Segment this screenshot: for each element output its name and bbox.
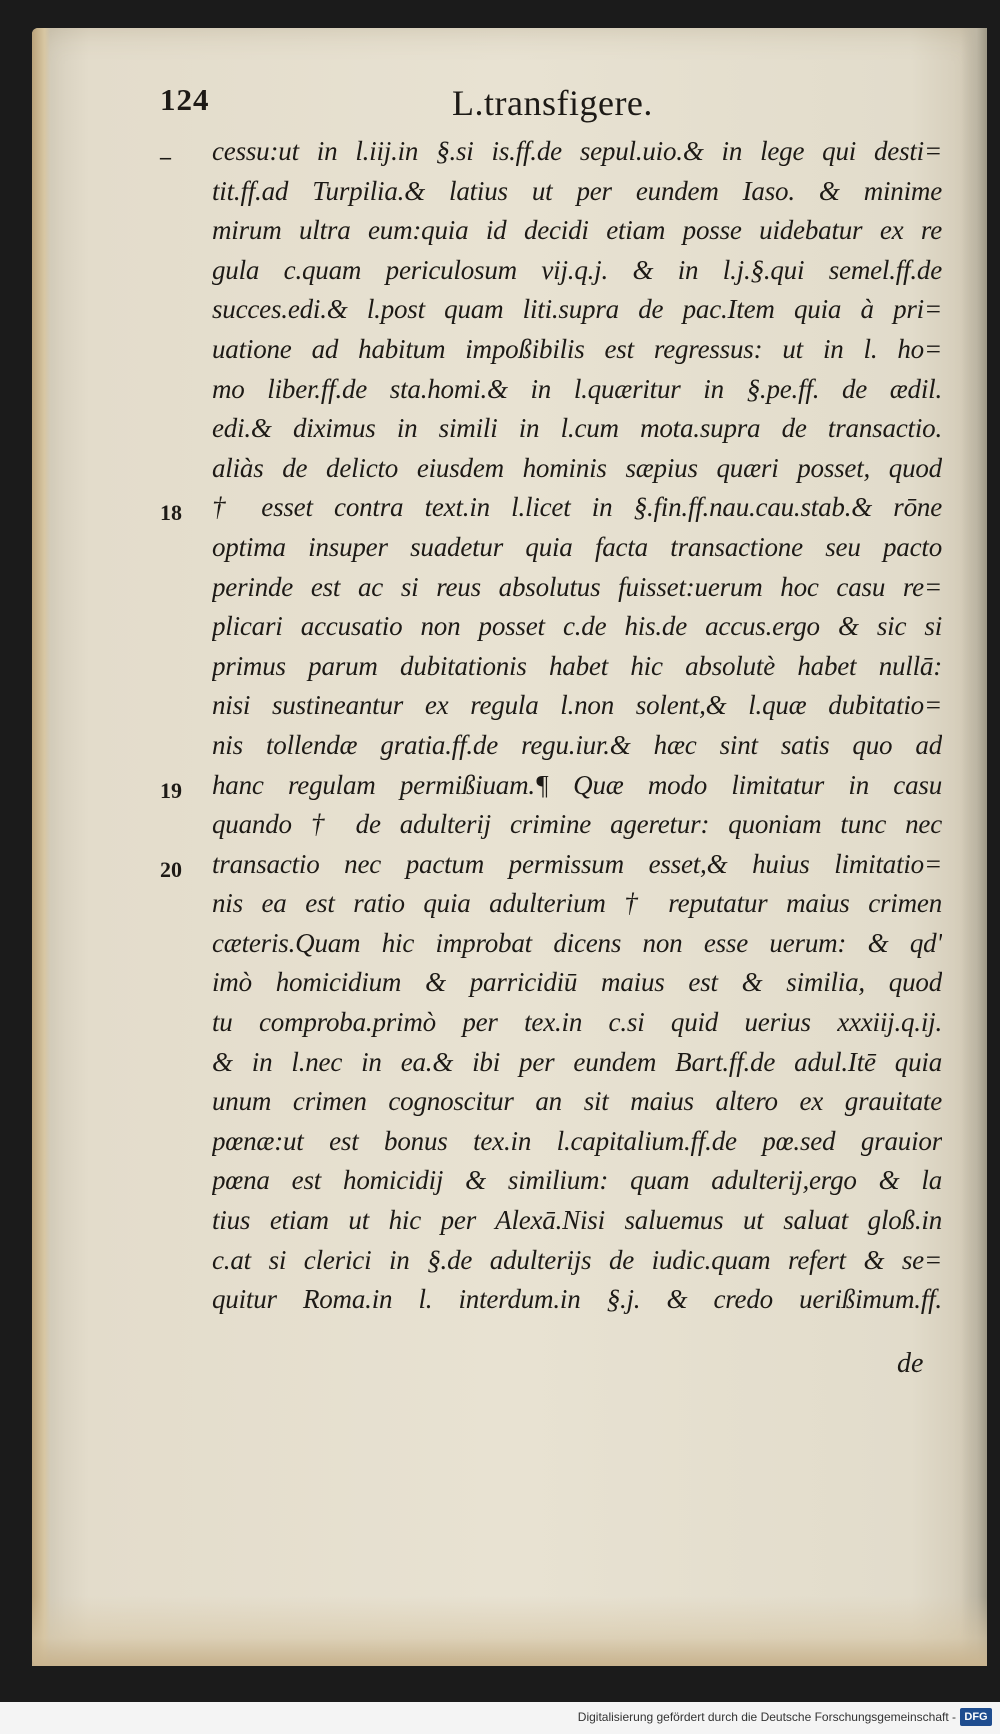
text-line: nisi sustineantur ex regula l.non solent,& l.quæ dubitatio= (212, 690, 942, 721)
text-line: uatione ad habitum impoßibilis est regressus: ut in l. ho= (212, 333, 942, 364)
text-line: hanc regulam permißiuam.¶ Quæ modo limitatur in casu (212, 769, 942, 800)
text-line: & in l.nec in ea.& ibi per eundem Bart.ff.de adul.Itē quia (212, 1046, 942, 1077)
catchword: de (897, 1348, 924, 1379)
text-line: nis tollendæ gratia.ff.de regu.iur.& hæc sint satis quo ad (212, 729, 942, 760)
margin-marks (160, 140, 210, 1390)
text-line: gula c.quam periculosum vij.q.j. & in l.j.§.qui semel.ff.de (212, 254, 942, 285)
text-line: aliàs de delicto eiusdem hominis sæpius quæri posset, quod (212, 452, 942, 483)
text-line: nis ea est ratio quia adulterium † reputatur maius crimen (212, 888, 942, 919)
text-line: quitur Roma.in l. interdum.in §.j. & credo uerißimum.ff. (212, 1284, 942, 1315)
margin-line-number: 20 (160, 856, 182, 882)
text-line: cessu:ut in l.iij.in §.si is.ff.de sepul.uio.& in lege qui desti= (212, 136, 942, 166)
margin-line-number: 18 (160, 500, 182, 526)
text-line: primus parum dubitationis habet hic absolutè habet nullā: (212, 650, 942, 681)
page-header (160, 82, 920, 132)
page-bottom-edge (32, 1596, 987, 1666)
dfg-logo-icon: DFG (960, 1708, 992, 1726)
text-line: cæteris.Quam hic improbat dicens non esse uerum: & qd' (212, 927, 942, 958)
margin-line-number: 19 (160, 777, 182, 803)
footer-bar (0, 1702, 1000, 1734)
text-line: optima insuper suadetur quia facta transactione seu pacto (212, 531, 942, 562)
page-right-edge (961, 28, 987, 1666)
text-line: transactio nec pactum permissum esset,& huius limitatio= (212, 848, 942, 879)
text-line: tius etiam ut hic per Alexā.Nisi saluemus ut saluat gloß.in (212, 1205, 942, 1236)
running-head: L.transfigere. (452, 83, 653, 123)
text-line: tit.ff.ad Turpilia.& latius ut per eundem Iaso. & minime (212, 175, 942, 206)
page-left-edge (32, 28, 50, 1666)
text-line: mirum ultra eum:quia id decidi etiam posse uidebatur ex re (212, 215, 942, 246)
text-line: unum crimen cognoscitur an sit maius altero ex grauitate (212, 1086, 942, 1117)
text-line: † esset contra text.in l.licet in §.fin.ff.nau.cau.stab.& rōne (212, 492, 942, 523)
text-line: quando † de adulterij crimine ageretur: quoniam tunc nec (212, 809, 942, 840)
text-line: plicari accusatio non posset c.de his.de accus.ergo & sic si (212, 611, 942, 642)
text-line: imò homicidium & parricidiū maius est & similia, quod (212, 967, 942, 998)
text-line: c.at si clerici in §.de adulterijs de iudic.quam refert & se= (212, 1244, 942, 1275)
text-line: tu comproba.primò per tex.in c.si quid uerius xxxiij.q.ij. (212, 1007, 942, 1038)
text-line: pœnæ:ut est bonus tex.in l.capitalium.ff.de pœ.sed grauior (212, 1125, 942, 1156)
text-line: mo liber.ff.de sta.homi.& in l.quæritur in §.pe.ff. de ædil. (212, 373, 942, 404)
body-text (212, 132, 942, 1320)
text-line: pœna est homicidij & similium: quam adulterij,ergo & la (212, 1165, 942, 1196)
text-line: succes.edi.& l.post quam liti.supra de pac.Item quia à pri= (212, 294, 942, 325)
margin-line-number: – (160, 144, 171, 169)
text-line: perinde est ac si reus absolutus fuisset:uerum hoc casu re= (212, 571, 942, 602)
footer-credit: Digitalisierung gefördert durch die Deutsche Forschungsgemeinschaft - (577, 1710, 956, 1724)
text-line: edi.& diximus in simili in l.cum mota.supra de transactio. (212, 413, 942, 444)
page-number: 124 (160, 82, 210, 117)
